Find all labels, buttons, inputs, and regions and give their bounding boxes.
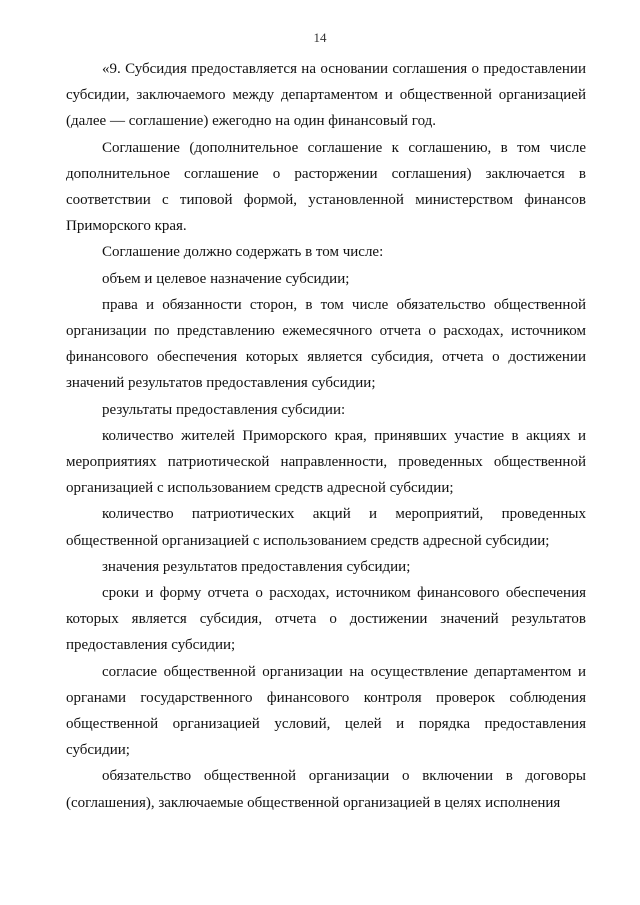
paragraph-rights-obligations: права и обязанности сторон, в том числе обязательство общественной организации по представлению ежемесячного отчета о расходах, источником финансового обеспечения которых является субсидия, отчета о достижении значений результатов предоставления субсидии; bbox=[66, 296, 586, 392]
page-number: 14 bbox=[313, 30, 327, 45]
paragraph-agreement-form: Соглашение (дополнительное соглашение к соглашению, в том числе дополнительное соглашение о расторжении соглашения) заключается в соответствии с типовой формой, установленной министерством финансов Приморского края. bbox=[66, 139, 586, 235]
paragraph-clause-9: «9. Субсидия предоставляется на основании соглашения о предоставлении субсидии, заключаемого между департаментом и общественной организацией (далее — соглашение) ежегодно на один финансовый год. bbox=[66, 61, 586, 130]
paragraph-report-terms: сроки и форму отчета о расходах, источником финансового обеспечения которых является субсидия, отчета о достижении значений результатов предоставления субсидии; bbox=[66, 585, 586, 654]
document-body bbox=[66, 56, 586, 816]
paragraph-control-consent: согласие общественной организации на осуществление департаментом и органами государственного финансового контроля проверок соблюдения общественной организацией условий, целей и порядка предоставления субсидии; bbox=[66, 663, 586, 759]
paragraph-residents-count: количество жителей Приморского края, принявших участие в акциях и мероприятиях патриотической направленности, проведенных общественной организацией с использованием средств адресной субсидии; bbox=[66, 427, 586, 497]
paragraph-agreement-contents: Соглашение должно содержать в том числе: bbox=[102, 244, 384, 261]
paragraph-events-count: количество патриотических акций и мероприятий, проведенных общественной организацией с использованием средств адресной субсидии; bbox=[66, 506, 586, 549]
paragraph-results-heading: результаты предоставления субсидии: bbox=[102, 401, 346, 418]
paragraph-contract-obligation: обязательство общественной организации о включении в договоры (соглашения), заключаемые общественной организацией в целях исполнения bbox=[66, 768, 586, 811]
paragraph-volume-purpose: объем и целевое назначение субсидии; bbox=[102, 270, 350, 287]
paragraph-result-values: значения результатов предоставления субсидии; bbox=[102, 558, 411, 575]
